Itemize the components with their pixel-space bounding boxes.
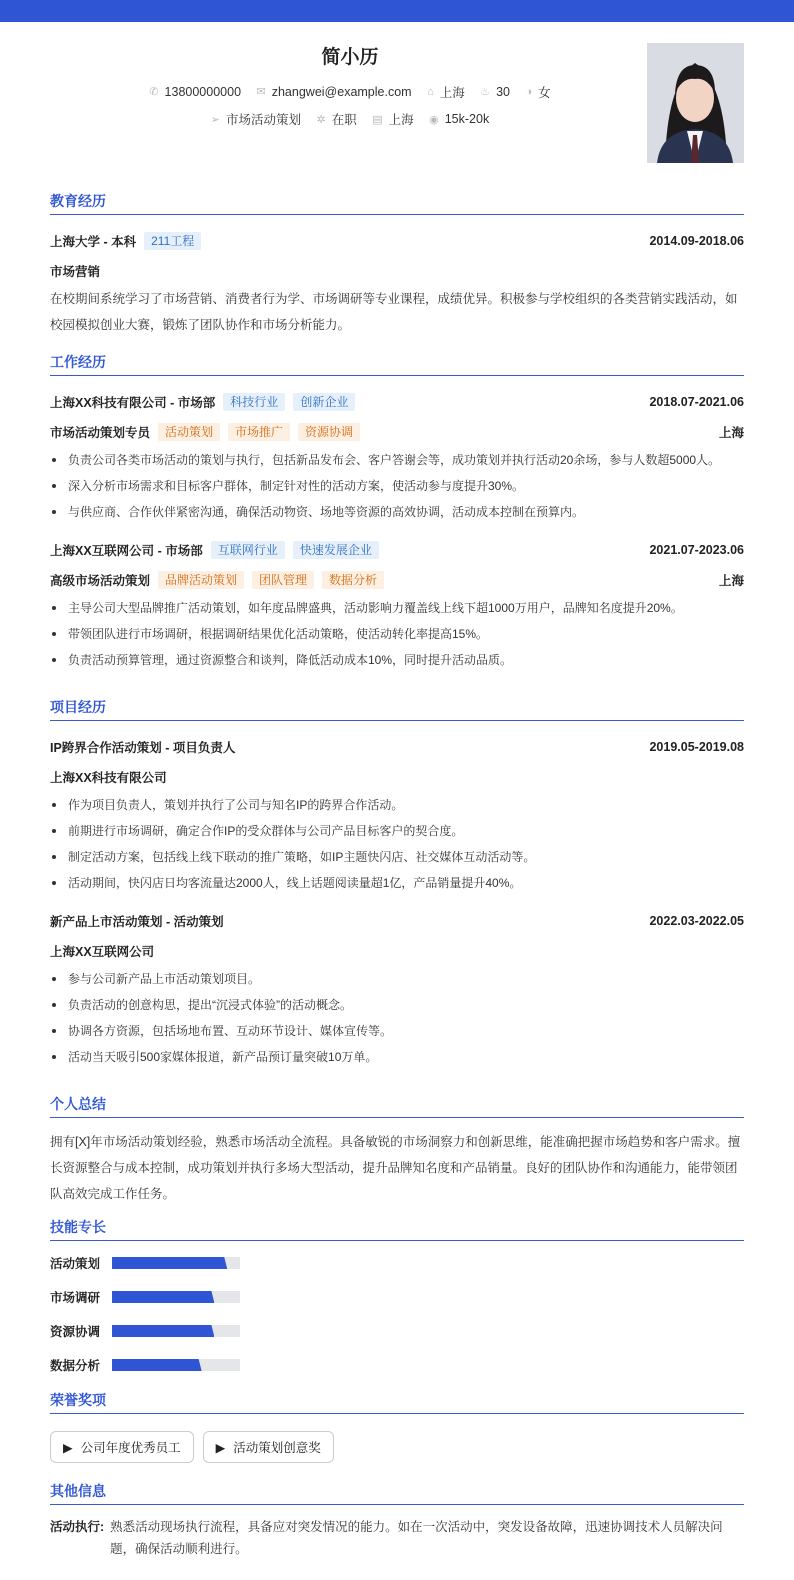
project-bullet: 活动期间，快闪店日均客流量达2000人，线上话题阅读量超1亿，产品销量提升40%。 bbox=[50, 870, 744, 896]
major: 市场营销 bbox=[50, 265, 101, 279]
email: zhangwei@example.com bbox=[271, 84, 412, 99]
gender: 女 bbox=[538, 86, 551, 100]
skill-bar bbox=[112, 1359, 240, 1371]
work-date: 2018.07-2021.06 bbox=[649, 395, 744, 409]
industry-tag: 快速发展企业 bbox=[293, 541, 379, 559]
project-header bbox=[50, 906, 744, 936]
industry-tag: 互联网行业 bbox=[211, 541, 285, 559]
skill-bar bbox=[112, 1325, 240, 1337]
building-icon: ▤ bbox=[372, 113, 383, 126]
work-list bbox=[50, 387, 744, 673]
skill-bar bbox=[112, 1257, 240, 1269]
project-bullet: 前期进行市场调研，确定合作IP的受众群体与公司产品目标客户的契合度。 bbox=[50, 818, 744, 844]
work-role-row bbox=[50, 417, 744, 447]
summary-text: 拥有[X]年市场活动策划经验，熟悉市场活动全流程。具备敏锐的市场洞察力和创新思维，能准确把握市场趋势和客户需求。擅长资源整合与成本控制，成功策划并执行多场大型活动，提升品牌知名度和产品销量。良好的团队协作和沟通能力，能带领团队高效完成工作任务。 bbox=[50, 1135, 741, 1201]
project-date: 2019.05-2019.08 bbox=[649, 740, 744, 754]
contact-row bbox=[0, 83, 700, 101]
award-label: 公司年度优秀员工 bbox=[80, 1441, 181, 1455]
cake-icon: ♨ bbox=[480, 86, 491, 98]
work-role-row bbox=[50, 565, 744, 595]
skill-item bbox=[50, 1320, 403, 1342]
role: 高级市场活动策划 bbox=[50, 574, 151, 588]
project-bullet: 活动当天吸引500家媒体报道，新产品预订量突破10万单。 bbox=[50, 1044, 744, 1070]
award-label: 活动策划创意奖 bbox=[233, 1441, 321, 1455]
work-bullet: 负责活动预算管理，通过资源整合和谈判，降低活动成本10%，同时提升活动品质。 bbox=[50, 647, 744, 673]
skill-item bbox=[50, 1354, 403, 1376]
skill-name: 活动策划 bbox=[50, 1257, 101, 1271]
section-skills-title: 技能专长 bbox=[50, 1219, 744, 1241]
section-other-title: 其他信息 bbox=[50, 1483, 744, 1505]
work-city: 上海 bbox=[718, 574, 744, 588]
gender-icon: ◑ bbox=[525, 86, 533, 98]
project-date: 2022.03-2022.05 bbox=[649, 914, 744, 928]
skills-grid bbox=[50, 1252, 744, 1376]
skill-bar-fill bbox=[112, 1257, 227, 1269]
top-accent-bar bbox=[0, 0, 794, 22]
awards-list bbox=[50, 1431, 744, 1463]
intent-salary: 15k-20k bbox=[444, 112, 490, 126]
triangle-icon: ▶ bbox=[215, 1440, 226, 1455]
work-header bbox=[50, 535, 744, 565]
skill-tag: 团队管理 bbox=[252, 571, 314, 589]
phone: 13800000000 bbox=[164, 84, 242, 99]
intent-status: 在职 bbox=[331, 113, 357, 127]
section-education-title: 教育经历 bbox=[50, 193, 744, 215]
company: 上海XX互联网公司 - 市场部 bbox=[50, 544, 203, 558]
work-bullet: 与供应商、合作伙伴紧密沟通，确保活动物资、场地等资源的高效协调，活动成本控制在预算内。 bbox=[50, 499, 744, 525]
avatar-photo bbox=[647, 43, 744, 163]
age: 30 bbox=[496, 84, 510, 99]
project-bullet: 协调各方资源，包括场地布置、互动环节设计、媒体宣传等。 bbox=[50, 1018, 744, 1044]
company: 上海XX科技有限公司 - 市场部 bbox=[50, 396, 216, 410]
skill-item bbox=[50, 1252, 403, 1274]
skill-bar-fill bbox=[112, 1291, 214, 1303]
skill-name: 资源协调 bbox=[50, 1325, 101, 1339]
intent-position: 市场活动策划 bbox=[226, 113, 302, 127]
skill-item bbox=[50, 1286, 403, 1308]
education-tag: 211工程 bbox=[144, 232, 201, 250]
resume-body bbox=[50, 193, 744, 1580]
industry-tag: 创新企业 bbox=[293, 393, 355, 411]
status-icon: ✲ bbox=[316, 113, 326, 126]
skill-tag: 活动策划 bbox=[158, 423, 220, 441]
work-date: 2021.07-2023.06 bbox=[649, 543, 744, 557]
project-title: IP跨界合作活动策划 - 项目负责人 bbox=[50, 741, 236, 755]
award-item bbox=[50, 1431, 194, 1463]
intent-city: 上海 bbox=[388, 113, 414, 127]
send-icon: ➢ bbox=[210, 113, 220, 126]
skill-name: 市场调研 bbox=[50, 1291, 101, 1305]
industry-tag: 科技行业 bbox=[223, 393, 285, 411]
other-info bbox=[50, 1516, 744, 1560]
mail-icon: ✉ bbox=[256, 86, 266, 98]
intent-row bbox=[0, 110, 700, 128]
section-summary-title: 个人总结 bbox=[50, 1096, 744, 1118]
role: 市场活动策划专员 bbox=[50, 426, 151, 440]
project-title: 新产品上市活动策划 - 活动策划 bbox=[50, 915, 224, 929]
skill-name: 数据分析 bbox=[50, 1359, 101, 1373]
skill-bar bbox=[112, 1291, 240, 1303]
skill-tag: 资源协调 bbox=[298, 423, 360, 441]
education-desc: 在校期间系统学习了市场营销、消费者行为学、市场调研等专业课程，成绩优异。积极参与学校组织的各类营销实践活动，如校园模拟创业大赛，锻炼了团队协作和市场分析能力。 bbox=[50, 292, 738, 332]
salary-icon: ◉ bbox=[429, 113, 439, 126]
section-awards-title: 荣誉奖项 bbox=[50, 1392, 744, 1414]
project-company: 上海XX科技有限公司 bbox=[50, 771, 167, 785]
project-header bbox=[50, 732, 744, 762]
other-label: 活动执行: bbox=[50, 1520, 105, 1534]
section-projects-title: 项目经历 bbox=[50, 699, 744, 721]
location: 上海 bbox=[439, 86, 465, 100]
project-bullet: 负责活动的创意构思，提出“沉浸式体验”的活动概念。 bbox=[50, 992, 744, 1018]
other-text: 熟悉活动现场执行流程，具备应对突发情况的能力。如在一次活动中，突发设备故障，迅速协调技术人员解决问题，确保活动顺利进行。 bbox=[110, 1520, 723, 1556]
work-bullet: 深入分析市场需求和目标客户群体，制定针对性的活动方案，使活动参与度提升30%。 bbox=[50, 473, 744, 499]
work-header bbox=[50, 387, 744, 417]
skill-tag: 品牌活动策划 bbox=[158, 571, 244, 589]
skill-tag: 数据分析 bbox=[322, 571, 384, 589]
skill-tag: 市场推广 bbox=[228, 423, 290, 441]
project-list bbox=[50, 732, 744, 1070]
work-city: 上海 bbox=[718, 426, 744, 440]
work-bullet: 带领团队进行市场调研，根据调研结果优化活动策略，使活动转化率提高15%。 bbox=[50, 621, 744, 647]
project-bullet: 作为项目负责人，策划并执行了公司与知名IP的跨界合作活动。 bbox=[50, 792, 744, 818]
school: 上海大学 - 本科 bbox=[50, 235, 137, 249]
candidate-name: 简小历 bbox=[321, 47, 379, 68]
resume-header bbox=[0, 22, 794, 193]
work-bullet: 主导公司大型品牌推广活动策划，如年度品牌盛典，活动影响力覆盖线上线下超1000万用户，品牌知名度提升20%。 bbox=[50, 595, 744, 621]
award-item bbox=[203, 1431, 334, 1463]
section-work-title: 工作经历 bbox=[50, 354, 744, 376]
project-company: 上海XX互联网公司 bbox=[50, 945, 155, 959]
project-bullet: 参与公司新产品上市活动策划项目。 bbox=[50, 966, 744, 992]
education-header bbox=[50, 226, 744, 256]
project-bullet: 制定活动方案，包括线上线下联动的推广策略，如IP主题快闪店、社交媒体互动活动等。 bbox=[50, 844, 744, 870]
phone-icon: ✆ bbox=[149, 86, 159, 98]
education-date: 2014.09-2018.06 bbox=[649, 234, 744, 248]
skill-bar-fill bbox=[112, 1325, 214, 1337]
home-icon: ⌂ bbox=[427, 86, 434, 98]
skill-bar-fill bbox=[112, 1359, 202, 1371]
work-bullet: 负责公司各类市场活动的策划与执行，包括新品发布会、客户答谢会等，成功策划并执行活动20余场，参与人数超5000人。 bbox=[50, 447, 744, 473]
triangle-icon: ▶ bbox=[63, 1440, 73, 1455]
